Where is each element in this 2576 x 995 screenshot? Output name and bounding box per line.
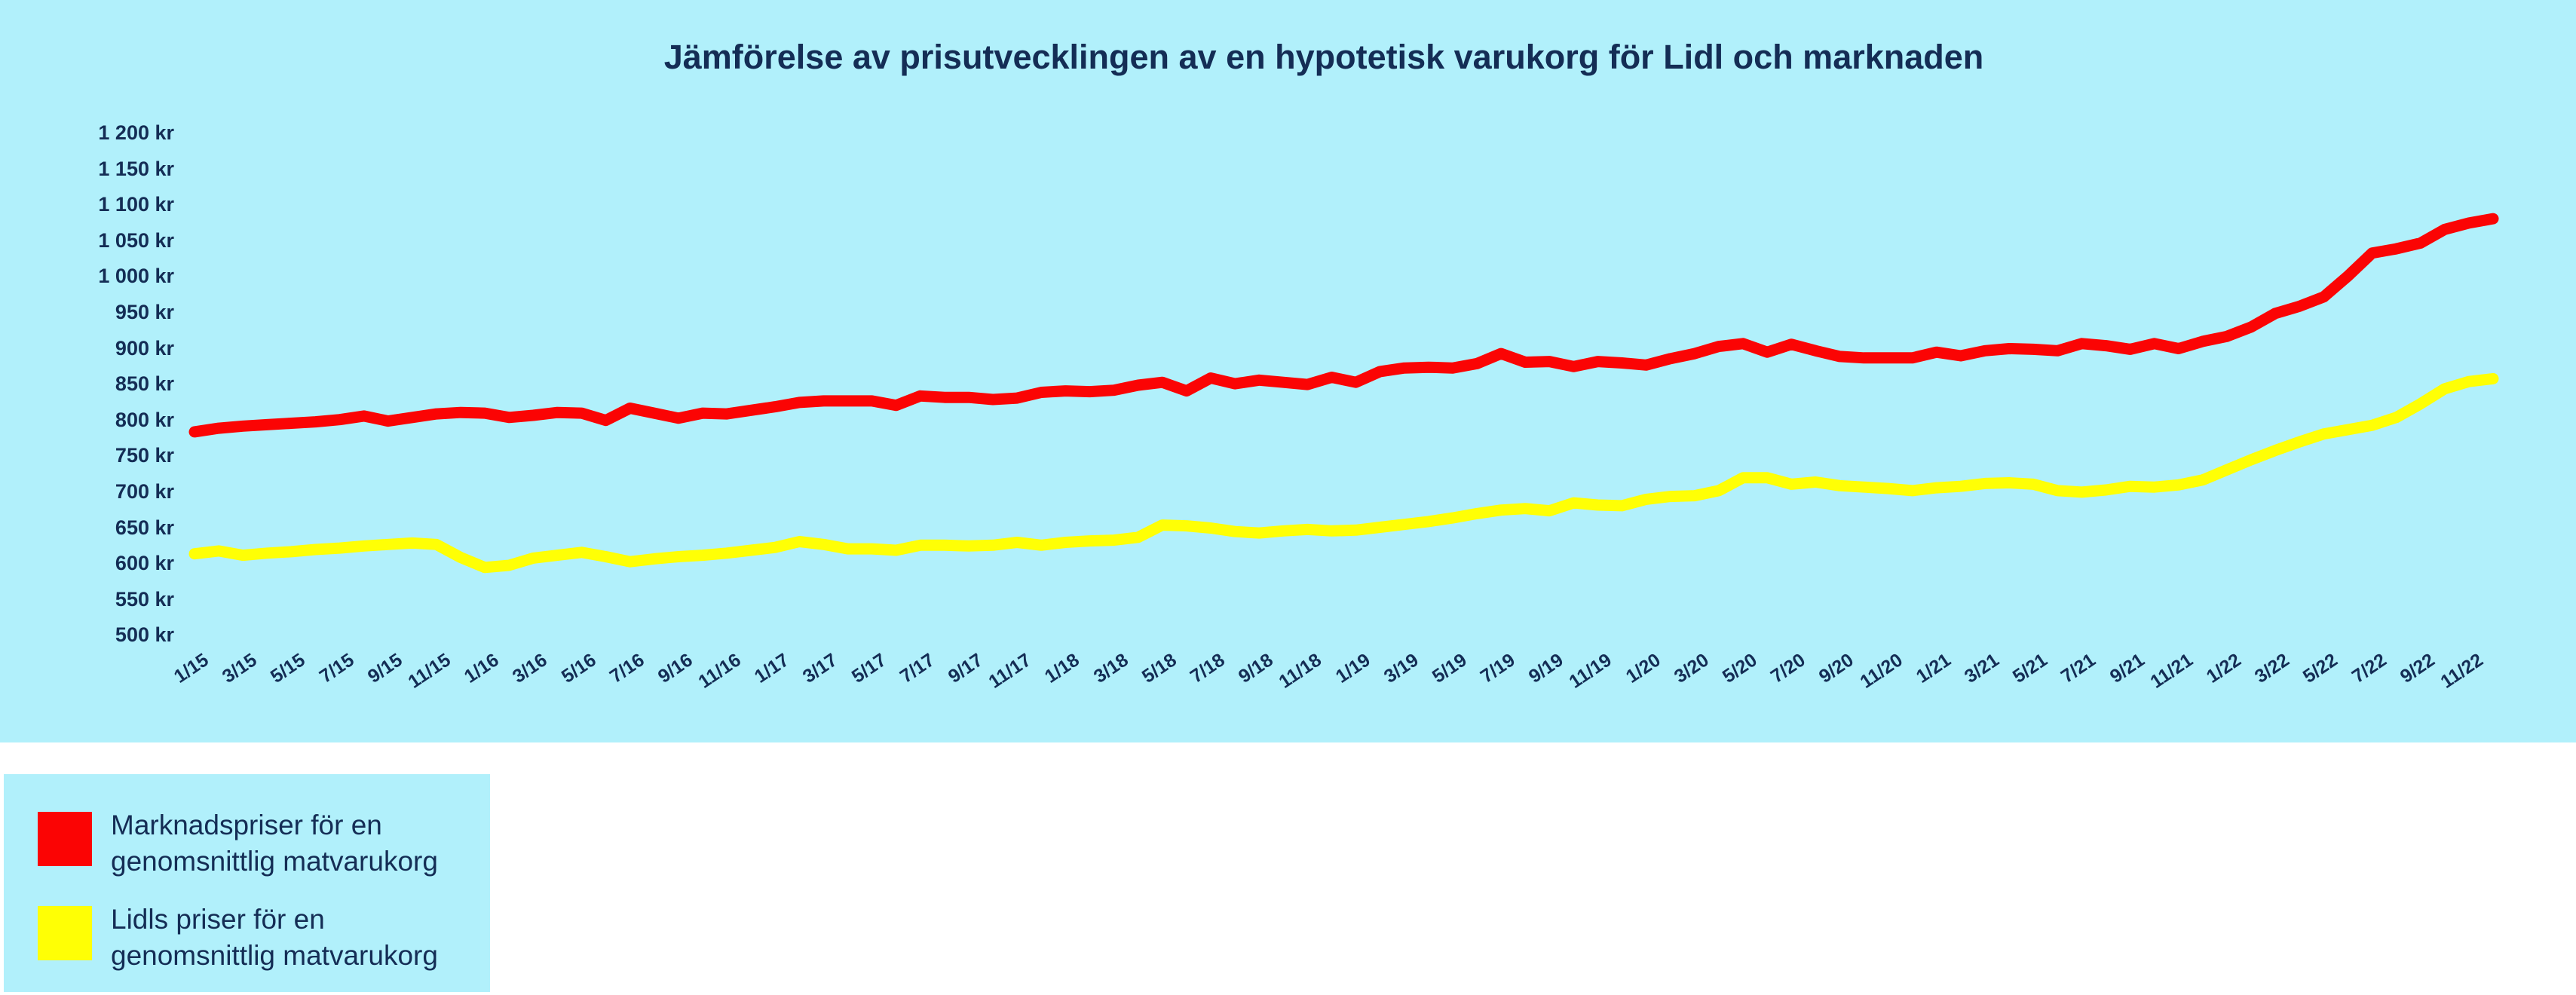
x-tick-label: 7/16 <box>605 649 648 687</box>
x-tick-label: 5/17 <box>847 649 890 687</box>
legend-label-market-line2: genomsnittlig matvarukorg <box>111 846 438 877</box>
y-tick-label: 650 kr <box>115 516 174 539</box>
y-tick-label: 1 050 kr <box>98 228 174 252</box>
x-tick-label: 1/16 <box>460 649 503 687</box>
x-tick-label: 3/20 <box>1670 649 1713 687</box>
legend-label-lidl <box>111 902 438 974</box>
x-tick-label: 5/22 <box>2299 649 2342 687</box>
x-tick-label: 1/15 <box>170 649 213 687</box>
x-tick-label: 9/15 <box>363 649 406 687</box>
y-tick-label: 800 kr <box>115 408 174 431</box>
legend <box>4 774 490 992</box>
y-tick-label: 550 kr <box>115 587 174 611</box>
x-tick-label: 9/19 <box>1525 649 1568 687</box>
x-tick-label: 11/18 <box>1275 649 1326 693</box>
x-tick-label: 5/18 <box>1138 649 1181 687</box>
y-tick-label: 850 kr <box>115 372 174 396</box>
legend-label-lidl-line2: genomsnittlig matvarukorg <box>111 940 438 971</box>
y-tick-label: 900 kr <box>115 336 174 360</box>
x-tick-label: 1/18 <box>1041 649 1084 687</box>
x-tick-label: 5/21 <box>2009 649 2052 687</box>
x-tick-label: 7/21 <box>2057 649 2100 687</box>
market-series-swatch <box>38 812 92 866</box>
market-price-line <box>195 219 2493 432</box>
lidl-price-line <box>195 378 2493 567</box>
legend-label-market-line1: Marknadspriser för en <box>111 810 382 840</box>
y-tick-label: 1 150 kr <box>98 157 174 180</box>
x-tick-label: 3/22 <box>2250 649 2293 687</box>
y-tick-label: 750 kr <box>115 444 174 467</box>
x-tick-label: 3/19 <box>1380 649 1423 687</box>
x-tick-label: 7/18 <box>1186 649 1229 687</box>
x-tick-label: 11/16 <box>694 649 745 693</box>
legend-label-lidl-line1: Lidls priser för en <box>111 904 325 935</box>
x-tick-label: 3/15 <box>219 649 262 687</box>
x-tick-label: 11/21 <box>2146 649 2197 693</box>
y-tick-label: 1 000 kr <box>98 265 174 288</box>
x-tick-label: 3/16 <box>509 649 552 687</box>
lidl-series-swatch <box>38 906 92 960</box>
x-tick-label: 1/17 <box>751 649 794 687</box>
x-tick-label: 7/19 <box>1476 649 1519 687</box>
x-tick-label: 7/20 <box>1767 649 1810 687</box>
x-tick-label: 3/18 <box>1089 649 1132 687</box>
x-tick-label: 1/21 <box>1912 649 1955 687</box>
chart-title: Jämförelse av prisutvecklingen av en hypotetisk varukorg för Lidl och marknaden <box>663 38 1984 76</box>
x-tick-label: 11/19 <box>1565 649 1616 693</box>
x-tick-label: 5/20 <box>1718 649 1761 687</box>
x-tick-label: 11/20 <box>1856 649 1907 693</box>
y-tick-label: 600 kr <box>115 552 174 575</box>
x-tick-label: 1/22 <box>2202 649 2245 687</box>
x-tick-label: 5/16 <box>557 649 600 687</box>
x-tick-label: 9/20 <box>1815 649 1858 687</box>
x-tick-label: 7/22 <box>2348 649 2391 687</box>
y-tick-label: 500 kr <box>115 623 174 647</box>
y-tick-label: 1 100 kr <box>98 193 174 216</box>
x-tick-label: 9/16 <box>654 649 697 687</box>
x-tick-label: 3/17 <box>799 649 842 687</box>
x-tick-label: 7/15 <box>315 649 358 687</box>
legend-label-market <box>111 807 438 880</box>
y-tick-label: 1 200 kr <box>98 121 174 144</box>
x-tick-label: 11/17 <box>985 649 1036 693</box>
x-tick-label: 1/19 <box>1331 649 1374 687</box>
x-tick-label: 5/15 <box>267 649 310 687</box>
x-tick-label: 7/17 <box>896 649 939 687</box>
x-tick-label: 9/17 <box>944 649 987 687</box>
x-tick-label: 9/22 <box>2396 649 2439 687</box>
x-tick-label: 11/22 <box>2437 649 2487 693</box>
x-tick-label: 1/20 <box>1622 649 1665 687</box>
y-tick-label: 700 kr <box>115 479 174 503</box>
x-tick-label: 11/15 <box>404 649 455 693</box>
y-tick-label: 950 kr <box>115 300 174 323</box>
x-tick-label: 5/19 <box>1428 649 1471 687</box>
x-tick-label: 9/21 <box>2106 649 2149 687</box>
x-tick-label: 9/18 <box>1234 649 1277 687</box>
x-tick-label: 3/21 <box>1960 649 2003 687</box>
